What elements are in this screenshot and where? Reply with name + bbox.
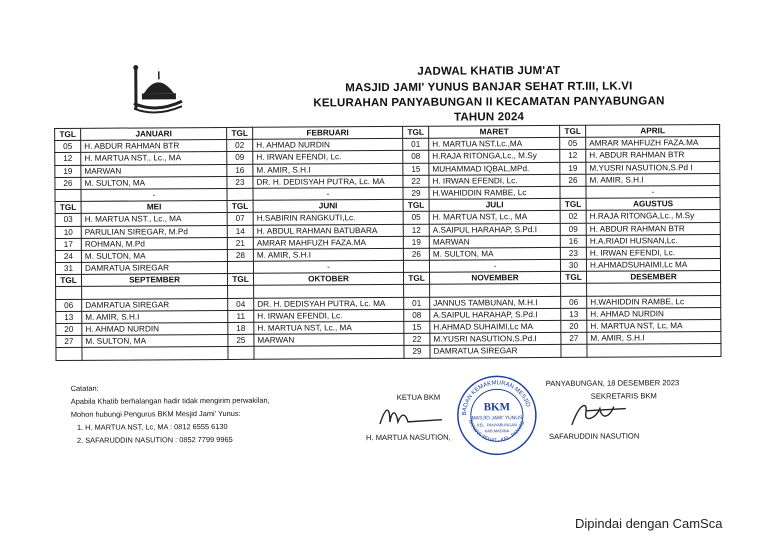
khatib-cell: DESEMBER <box>587 271 721 284</box>
notes-line: Apabila Khatib berhalangan hadir tidak mengirim perwakilan, <box>71 394 270 408</box>
date-cell: 03 <box>55 214 81 226</box>
khatib-cell: M. AMIR, S.H.I <box>587 332 721 345</box>
khatib-cell: M. AMIR, S.H.I <box>253 163 403 176</box>
khatib-cell: JULI <box>429 199 560 212</box>
date-cell: 12 <box>403 224 429 236</box>
khatib-cell: A.SAIPUL HARAHAP, S.Pd.I <box>429 223 560 236</box>
stamp-line: KAB.MADINA <box>485 428 510 433</box>
khatib-cell: M. SULTON, MA <box>429 247 560 260</box>
khatib-cell <box>430 284 561 297</box>
khatib-cell: H. IRWAN EFENDI, Lc. <box>586 246 720 259</box>
scanner-watermark: Dipindai dengan CamSca <box>575 516 722 531</box>
khatib-cell: H. MARTUA NST., Lc., MA <box>81 152 227 165</box>
khatib-cell: H.AHMADSUHAIMI,Lc MA <box>586 259 720 272</box>
date-cell: 12 <box>55 153 81 165</box>
khatib-cell: AMRAR MAHFUZH FAZA.MA <box>586 137 720 150</box>
khatib-cell: M. AMIR, S.H.I <box>253 248 403 261</box>
date-cell: 09 <box>560 223 586 235</box>
khatib-cell: H. IRWAN EFENDI, Lc. <box>254 309 404 322</box>
date-cell: TGL <box>403 126 429 138</box>
contact-line: 2. SAFARUDDIN NASUTION : 0852 7799 9965 <box>71 433 270 447</box>
date-cell <box>228 347 254 359</box>
khatib-cell: AGUSTUS <box>586 198 720 211</box>
date-cell: 26 <box>55 177 81 189</box>
date-cell: 19 <box>560 162 586 174</box>
notes-block <box>71 381 270 447</box>
stamp-outer-text: BADAN KEMAKMURAN MESJID <box>462 380 531 416</box>
place-date: PANYABUNGAN, 18 DESEMBER 2023 <box>546 378 680 388</box>
date-cell: 19 <box>403 236 429 248</box>
khatib-cell <box>82 347 228 360</box>
notes-heading: Catatan: <box>71 381 270 395</box>
date-cell: 27 <box>56 336 82 348</box>
date-cell: 24 <box>55 250 81 262</box>
secretary-signature <box>566 398 636 430</box>
khatib-cell: DAMRATUA SIREGAR <box>81 262 227 275</box>
date-cell: TGL <box>403 199 429 211</box>
khatib-cell: H.WAHIDDIN RAMBE, Lc <box>429 186 560 199</box>
khatib-schedule-table <box>54 124 721 361</box>
date-cell: TGL <box>227 200 253 212</box>
date-cell: 23 <box>560 247 586 259</box>
date-cell <box>403 260 429 272</box>
date-cell: TGL <box>404 272 430 284</box>
khatib-cell: DR. H. DEDISYAH PUTRA, Lc. MA <box>254 297 404 310</box>
date-cell <box>56 348 82 360</box>
khatib-cell: H. AHMAD NURDIN <box>82 322 228 335</box>
date-cell <box>227 188 253 200</box>
contact-line: 1. H. MARTUA NST, Lc, MA : 0812 6555 6130 <box>71 420 270 434</box>
date-cell: 13 <box>561 308 587 320</box>
date-cell: 22 <box>403 175 429 187</box>
bkm-stamp <box>456 374 538 456</box>
schedule-year: TAHUN 2024 <box>239 110 739 125</box>
stamp-center: BKM <box>484 401 511 413</box>
khatib-cell: JANUARI <box>81 127 227 140</box>
date-cell: 15 <box>403 163 429 175</box>
date-cell <box>561 345 587 357</box>
date-cell: 20 <box>56 323 82 335</box>
khatib-cell: H.WAHIDDIN RAMBE, Lc <box>587 295 721 308</box>
khatib-cell: M.YUSRI NASUTION,S.Pd.I <box>430 333 561 346</box>
date-cell: 21 <box>227 237 253 249</box>
khatib-cell: MEI <box>81 201 227 214</box>
date-cell: 12 <box>560 150 586 162</box>
date-cell: 07 <box>227 213 253 225</box>
date-cell <box>560 186 586 198</box>
khatib-cell: PARULIAN SIREGAR, M.Pd <box>81 225 227 238</box>
khatib-cell: AMRAR MAHFUZH FAZA.MA <box>253 236 403 249</box>
khatib-cell <box>254 285 404 298</box>
date-cell: 09 <box>227 152 253 164</box>
date-cell: 01 <box>404 297 430 309</box>
date-cell <box>227 261 253 273</box>
khatib-cell: FEBRUARI <box>253 126 403 139</box>
schedule-title: JADWAL KHATIB JUM'AT <box>239 64 739 79</box>
stamp-line: MASJID JAMI' YUNUS <box>471 415 523 421</box>
date-cell: 26 <box>403 248 429 260</box>
date-cell: 05 <box>560 137 586 149</box>
date-cell: 17 <box>55 238 81 250</box>
khatib-cell: - <box>81 188 227 201</box>
chairman-signature <box>376 402 446 430</box>
date-cell: 28 <box>227 249 253 261</box>
date-cell: 04 <box>228 298 254 310</box>
date-cell <box>56 287 82 299</box>
khatib-cell: H. MARTUA NST, Lc., MA <box>429 211 560 224</box>
secretary-name: SAFARUDDIN NASUTION <box>549 431 639 441</box>
date-cell: 13 <box>56 311 82 323</box>
khatib-cell: H. ABDUR RAHMAN BTR <box>81 140 227 153</box>
date-cell: 10 <box>55 226 81 238</box>
khatib-cell: OKTOBER <box>254 273 404 286</box>
district-name: KELURAHAN PANYABUNGAN II KECAMATAN PANYABUNGAN <box>239 95 739 110</box>
date-cell: 01 <box>403 138 429 150</box>
khatib-cell: H.RAJA RITONGA,Lc., M.Sy <box>429 150 560 163</box>
khatib-cell: M. SULTON, MA <box>82 335 228 348</box>
date-cell: 02 <box>560 211 586 223</box>
stamp-line: KEL. PANYABUNGAN <box>477 422 517 427</box>
khatib-cell: DAMRATUA SIREGAR <box>82 298 228 311</box>
date-cell: 29 <box>403 187 429 199</box>
date-cell: 18 <box>228 322 254 334</box>
date-cell: 22 <box>404 333 430 345</box>
khatib-cell: MARWAN <box>254 334 404 347</box>
khatib-cell <box>587 283 721 296</box>
date-cell: 27 <box>561 332 587 344</box>
khatib-cell: - <box>429 259 560 272</box>
mosque-logo <box>126 63 186 113</box>
date-cell: TGL <box>560 198 586 210</box>
khatib-cell: M. AMIR, S.H.I <box>586 173 720 186</box>
khatib-cell: JUNI <box>253 200 403 213</box>
date-cell: 23 <box>227 176 253 188</box>
khatib-cell: H. ABDUR RAHMAN BTR <box>586 222 720 235</box>
khatib-cell: MARWAN <box>429 235 560 248</box>
date-cell: 26 <box>560 174 586 186</box>
chairman-role: KETUA BKM <box>397 393 441 402</box>
khatib-cell: - <box>586 185 720 198</box>
stamp-bottom-text: BANJAR SEHAT - KEL. PANYABUNGAN <box>456 374 527 444</box>
date-cell: 30 <box>560 259 586 271</box>
khatib-cell: H. MARTUA NST.Lc.,MA <box>429 138 560 151</box>
khatib-cell: H. IRWAN EFENDI, Lc. <box>429 174 560 187</box>
date-cell: 25 <box>228 334 254 346</box>
date-cell: 08 <box>404 309 430 321</box>
khatib-cell: M. SULTON, MA <box>81 249 227 262</box>
khatib-cell: DR. H. DEDISYAH PUTRA, Lc. MA <box>253 175 403 188</box>
date-cell: 19 <box>55 165 81 177</box>
date-cell <box>228 286 254 298</box>
khatib-cell <box>82 286 228 299</box>
date-cell: 15 <box>404 321 430 333</box>
mosque-name: MASJID JAMI' YUNUS BANJAR SEHAT RT.III, LK.VI <box>239 80 739 95</box>
date-cell: 31 <box>55 262 81 274</box>
khatib-cell: H.A.RIADI HUSNAN,Lc. <box>586 234 720 247</box>
date-cell <box>561 284 587 296</box>
date-cell: TGL <box>228 274 254 286</box>
khatib-cell: - <box>253 260 403 273</box>
date-cell: 20 <box>561 320 587 332</box>
khatib-cell: DAMRATUA SIREGAR <box>430 345 561 358</box>
khatib-cell: H. MARTUA NST, Lc., MA <box>254 321 404 334</box>
khatib-cell: H. MARTUA NST, Lc, MA <box>587 319 721 332</box>
date-cell: TGL <box>55 128 81 140</box>
khatib-cell: MUHAMMAD IQBAL,MPd. <box>429 162 560 175</box>
khatib-cell: H. IRWAN EFENDI, Lc. <box>253 151 403 164</box>
khatib-cell: M. AMIR, S.H.I <box>82 310 228 323</box>
date-cell: 05 <box>403 212 429 224</box>
date-cell: 16 <box>227 164 253 176</box>
khatib-cell: - <box>253 187 403 200</box>
khatib-cell: APRIL <box>586 124 720 137</box>
notes-line: Mohon hubungi Pengurus BKM Mesjid Jami' Yunus: <box>71 407 270 421</box>
date-cell: 14 <box>227 225 253 237</box>
date-cell <box>404 285 430 297</box>
secretary-role: SEKRETARIS BKM <box>591 391 657 400</box>
khatib-cell: M. SULTON, MA <box>81 176 227 189</box>
khatib-cell: NOVEMBER <box>430 272 561 285</box>
date-cell: 02 <box>227 139 253 151</box>
date-cell: TGL <box>56 275 82 287</box>
khatib-cell: A.SAIPUL HARAHAP, S.Pd.I <box>430 308 561 321</box>
date-cell: 08 <box>403 151 429 163</box>
date-cell: TGL <box>55 201 81 213</box>
date-cell: TGL <box>560 125 586 137</box>
khatib-cell <box>254 346 404 359</box>
khatib-cell: ROHMAN, M.Pd <box>81 237 227 250</box>
date-cell: 06 <box>561 296 587 308</box>
khatib-cell: H. MARTUA NST., Lc., MA <box>81 213 227 226</box>
khatib-cell: H. ABDUL RAHMAN BATUBARA <box>253 224 403 237</box>
khatib-cell: SEPTEMBER <box>82 274 228 287</box>
khatib-cell: H. ABDUR RAHMAN BTR <box>586 149 720 162</box>
date-cell: 06 <box>56 299 82 311</box>
khatib-cell: MARWAN <box>81 164 227 177</box>
khatib-cell: H.AHMAD SUHAIMI,Lc MA <box>430 320 561 333</box>
date-cell: 11 <box>228 310 254 322</box>
khatib-cell: JANNUS TAMBUNAN, M.H.I <box>430 296 561 309</box>
date-cell: TGL <box>561 272 587 284</box>
date-cell <box>55 189 81 201</box>
khatib-cell: H.SABIRIN RANGKUTI,Lc. <box>253 212 403 225</box>
date-cell: 16 <box>560 235 586 247</box>
date-cell: 29 <box>404 346 430 358</box>
date-cell: TGL <box>227 127 253 139</box>
date-cell: 05 <box>55 141 81 153</box>
chairman-name: H. MARTUA NASUTION, <box>366 433 451 443</box>
khatib-cell: H. AHMAD NURDIN <box>587 307 721 320</box>
khatib-cell: M.YUSRI NASUTION,S.Pd I <box>586 161 720 174</box>
khatib-cell: H.RAJA RITONGA,Lc., M.Sy <box>586 210 720 223</box>
khatib-cell: MARET <box>429 125 560 138</box>
khatib-cell <box>587 344 721 357</box>
khatib-cell: H. AHMAD NURDIN <box>253 139 403 152</box>
